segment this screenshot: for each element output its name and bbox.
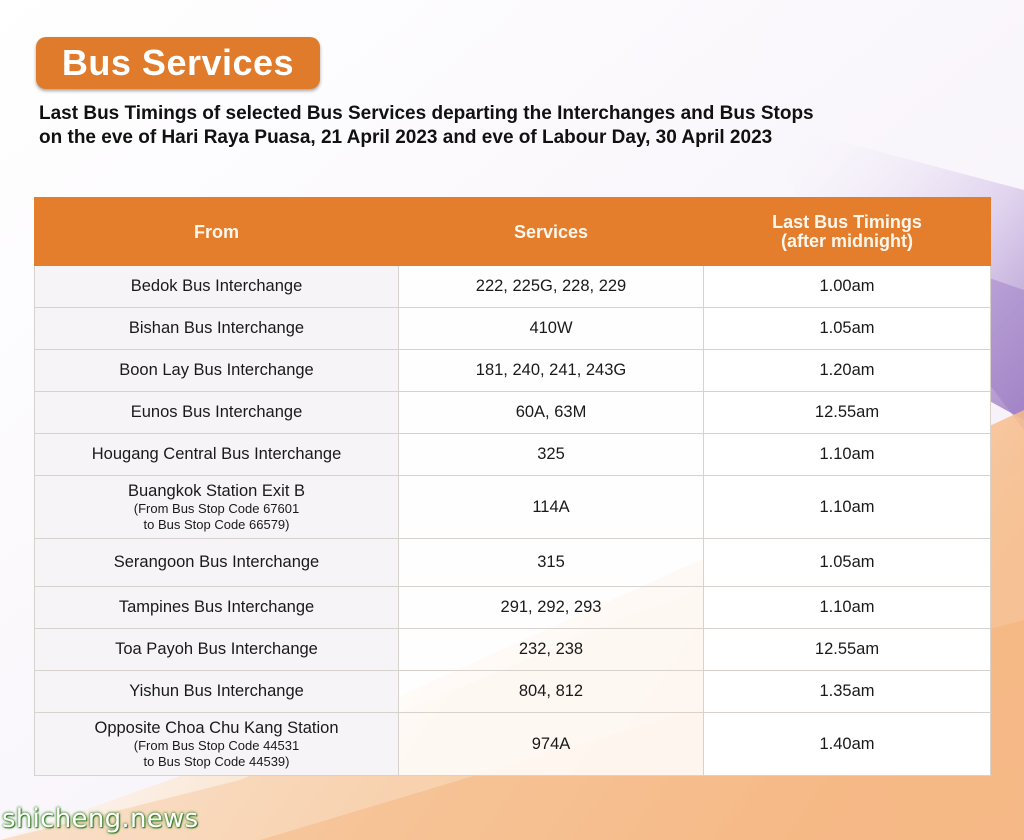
services-cell: 222, 225G, 228, 229: [399, 266, 704, 308]
services-cell: 60A, 63M: [399, 392, 704, 434]
services-cell: 232, 238: [399, 629, 704, 671]
last-bus-timings-table: [34, 197, 991, 776]
services-cell: 315: [399, 539, 704, 587]
subtitle: [39, 102, 979, 150]
table-row: [35, 671, 991, 713]
from-cell: Hougang Central Bus Interchange: [35, 434, 399, 476]
time-cell: 1.05am: [704, 539, 991, 587]
from-name: Opposite Choa Chu Kang Station: [94, 718, 339, 737]
header-services: Services: [399, 198, 704, 266]
services-cell: 410W: [399, 308, 704, 350]
subtitle-line-2: on the eve of Hari Raya Puasa, 21 April 2023 and eve of Labour Day, 30 April 2023: [39, 127, 773, 148]
time-cell: 1.35am: [704, 671, 991, 713]
from-cell: Tampines Bus Interchange: [35, 587, 399, 629]
watermark: shicheng.news: [2, 804, 199, 834]
time-cell: 1.10am: [704, 434, 991, 476]
time-cell: 1.10am: [704, 587, 991, 629]
from-note-1: (From Bus Stop Code 44531: [133, 737, 300, 753]
table-row: [35, 266, 991, 308]
time-cell: 1.40am: [704, 713, 991, 776]
table-row: [35, 629, 991, 671]
services-cell: 181, 240, 241, 243G: [399, 350, 704, 392]
from-note-1: (From Bus Stop Code 67601: [133, 500, 300, 516]
page-title: Bus Services: [61, 42, 295, 83]
header-timing-line-2: (after midnight): [781, 230, 913, 251]
from-note-2: to Bus Stop Code 44539): [143, 753, 290, 769]
table-row: [35, 308, 991, 350]
from-cell: [35, 476, 399, 539]
table-row: [35, 476, 991, 539]
table-row: [35, 392, 991, 434]
services-cell: 114A: [399, 476, 704, 539]
from-cell: Bishan Bus Interchange: [35, 308, 399, 350]
services-cell: 325: [399, 434, 704, 476]
header-last-bus-timings: [704, 198, 991, 266]
from-cell: Serangoon Bus Interchange: [35, 539, 399, 587]
services-cell: 974A: [399, 713, 704, 776]
time-cell: 1.10am: [704, 476, 991, 539]
time-cell: 12.55am: [704, 392, 991, 434]
header-from: From: [35, 198, 399, 266]
table-row: [35, 713, 991, 776]
title-banner: [36, 37, 320, 89]
time-cell: 1.00am: [704, 266, 991, 308]
from-cell: Yishun Bus Interchange: [35, 671, 399, 713]
header-timing-line-1: Last Bus Timings: [772, 211, 922, 232]
from-cell: Boon Lay Bus Interchange: [35, 350, 399, 392]
table-row: [35, 350, 991, 392]
from-cell: Eunos Bus Interchange: [35, 392, 399, 434]
from-note-2: to Bus Stop Code 66579): [143, 516, 290, 532]
services-cell: 804, 812: [399, 671, 704, 713]
time-cell: 1.20am: [704, 350, 991, 392]
time-cell: 12.55am: [704, 629, 991, 671]
services-cell: 291, 292, 293: [399, 587, 704, 629]
table-row: [35, 539, 991, 587]
from-cell: Bedok Bus Interchange: [35, 266, 399, 308]
table-header-row: [35, 198, 991, 266]
from-cell: [35, 713, 399, 776]
from-cell: Toa Payoh Bus Interchange: [35, 629, 399, 671]
from-name: Buangkok Station Exit B: [127, 481, 306, 500]
subtitle-line-1: Last Bus Timings of selected Bus Services departing the Interchanges and Bus Stops: [39, 103, 814, 124]
time-cell: 1.05am: [704, 308, 991, 350]
table-row: [35, 434, 991, 476]
table-row: [35, 587, 991, 629]
